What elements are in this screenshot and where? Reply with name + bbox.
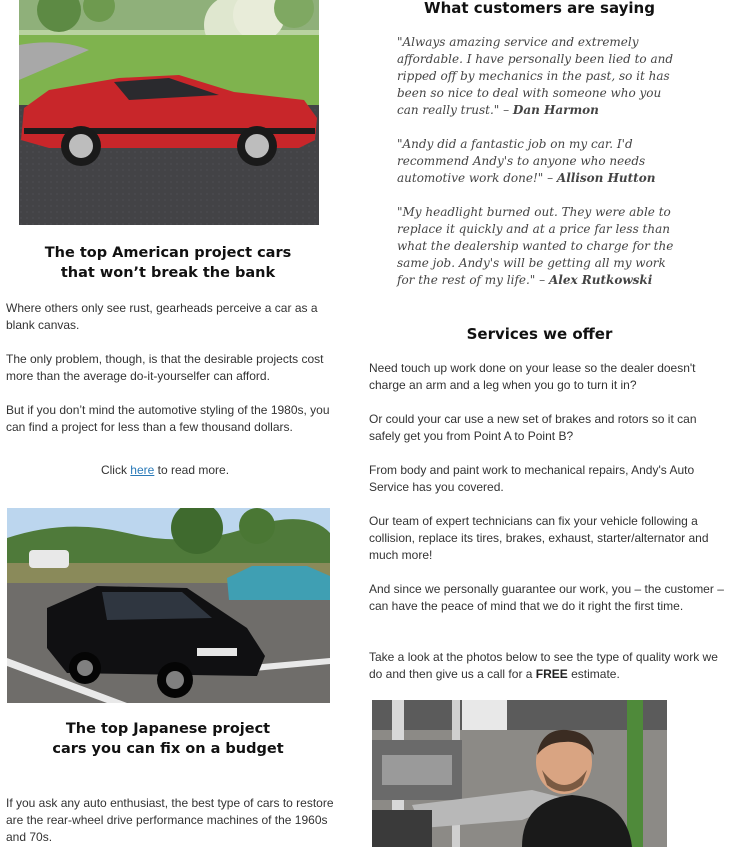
testimonial-2-author: Allison Hutton (556, 171, 656, 185)
testimonial-2 (397, 136, 677, 187)
testimonial-2-text: "Andy did a fantastic job on my car. I'd recommend Andy's to anyone who needs automotive work done!" – (397, 137, 646, 185)
black-crx-photo (7, 508, 330, 703)
article1-title-line1: The top American project cars (44, 245, 292, 261)
article2-title (0, 719, 336, 759)
article1-paragraph-3: But if you don’t mind the automotive styling of the 1980s, you can find a project for less than a few thousand dollars. (6, 403, 330, 434)
testimonial-1 (397, 34, 677, 119)
testimonial-3-author: Alex Rutkowski (548, 273, 653, 287)
article2-title-line1: The top Japanese project (65, 721, 271, 737)
services-paragraph-2: Or could your car use a new set of brakes and rotors so it can safely get you from Point A to Point B? (369, 412, 697, 443)
red-mustang-illustration (19, 0, 319, 225)
read-more-prefix: Click (100, 463, 131, 477)
article1-read-more (0, 462, 330, 479)
services-p6-suffix: estimate. (567, 667, 620, 681)
article1-title-line2: that won’t break the bank (60, 265, 276, 281)
services-paragraph-6 (369, 649, 729, 683)
services-p6-free: FREE (535, 667, 568, 681)
testimonial-3 (397, 204, 679, 289)
testimonials-heading: What customers are saying (424, 0, 655, 17)
article1-title (0, 243, 336, 283)
services-heading: Services we offer (466, 325, 613, 343)
testimonial-3-text: "My headlight burned out. They were able to replace it quickly and at a price far less than what the dealership wanted to charge for the same job. Andy's will be getting all my work for the rest of my life." – (397, 205, 674, 287)
read-more-suffix: to read more. (154, 463, 230, 477)
testimonial-1-text: "Always amazing service and extremely affordable. I have personally been lied to and ripped off by mechanics in the past, so it has been so nice to deal with someone who you can really trust." – (397, 35, 674, 117)
services-paragraph-4: Our team of expert technicians can fix your vehicle following a collision, replace its tires, brakes, exhaust, starter/alternator and much more! (369, 514, 709, 562)
black-crx-illustration (7, 508, 330, 703)
services-paragraph-3: From body and paint work to mechanical repairs, Andy's Auto Service has you covered. (369, 463, 695, 494)
red-mustang-photo (19, 0, 319, 225)
services-paragraph-5: And since we personally guarantee our work, you – the customer – can have the peace of mind that we do it right the first time. (369, 582, 724, 613)
article1-paragraph-2: The only problem, though, is that the desirable projects cost more than the average do-it-yourselfer can afford. (6, 352, 324, 383)
article2-title-line2: cars you can fix on a budget (52, 741, 284, 757)
mechanic-illustration (372, 700, 667, 847)
services-paragraph-1: Need touch up work done on your lease so the dealer doesn't charge an arm and a leg when you go to turn it in? (369, 361, 696, 392)
article2-paragraph-1: If you ask any auto enthusiast, the best type of cars to restore are the rear-wheel drive performance machines of the 1960s and 70s. (6, 796, 334, 844)
testimonial-1-author: Dan Harmon (512, 103, 599, 117)
article1-paragraph-1: Where others only see rust, gearheads perceive a car as a blank canvas. (6, 301, 318, 332)
mechanic-photo (372, 700, 667, 847)
read-more-link[interactable]: here (130, 463, 155, 477)
services-p6-prefix: Take a look at the photos below to see the type of quality work we do and then give us a call for a (369, 650, 718, 681)
